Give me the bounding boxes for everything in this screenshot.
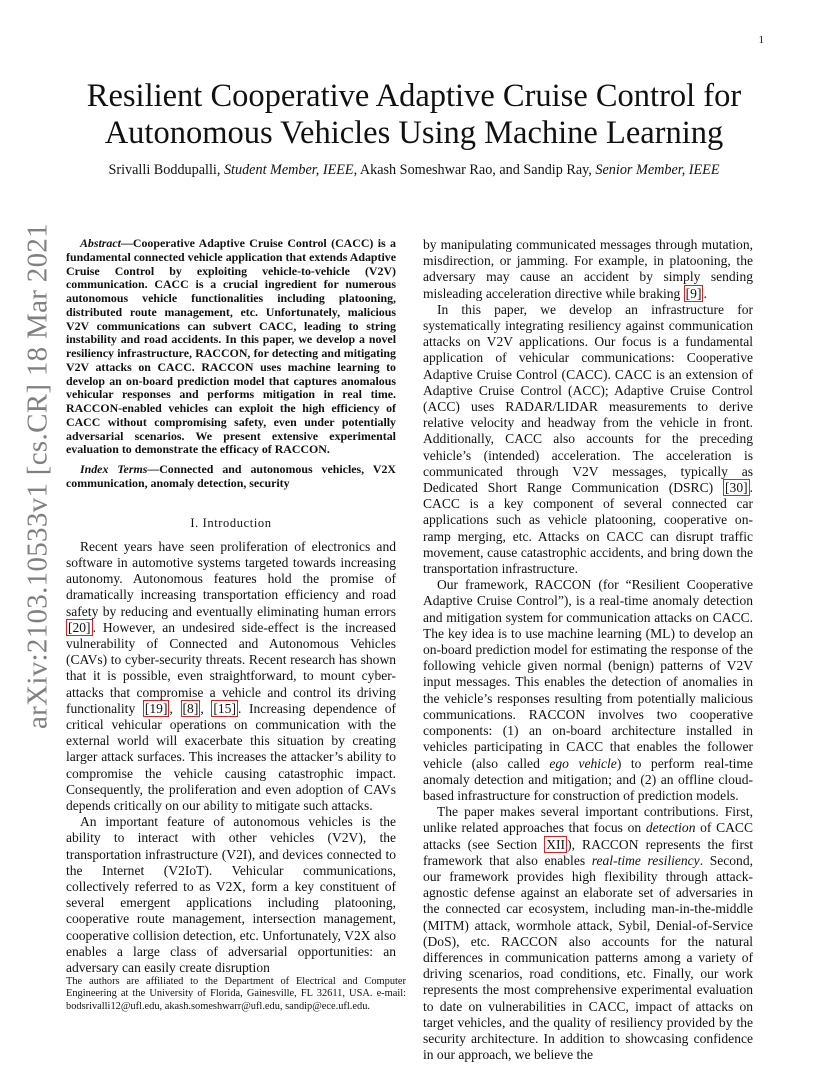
text-run: of CACC attacks (see Section xyxy=(423,820,753,852)
text-run: ), RACCON represents the first framework that also enables xyxy=(423,836,753,868)
citation-link[interactable]: [30] xyxy=(725,480,748,496)
citation-link[interactable]: [19] xyxy=(144,700,168,716)
page-number: 1 xyxy=(758,34,764,46)
text-run: . However, an undesired side-effect is the increased vulnerability of Connected and Autonomous Vehicles (CAVs) to cyber-security threats. Recent research has shown that it is possible, even straightforward, to mount cyber-attacks that compromise a vehicle and control its driving functionality xyxy=(66,619,396,716)
text-run: In this paper, we develop an infrastructure for systematically integrating resiliency against communication attacks on V2V applications. Our focus is a fundamental application of vehicular communications: Cooperative Adaptive Cruise Control (CACC). CACC is an extension of Adaptive Cruise Control (ACC); Adaptive Cruise Control (ACC) uses RADAR/LIDAR measurements to derive relative velocity and headway from the vehicle in front. Additionally, CACC also accounts for the preceding vehicle’s (intended) acceleration. The acceleration is communicated through V2V messages, typically as Dedicated Short Range Communication (DSRC) xyxy=(423,301,753,496)
arxiv-identifier-text: arXiv:2103.10533v1 [cs.CR] 18 Mar 2021 xyxy=(21,223,54,729)
text-run: Our framework, RACCON (for “Resilient Cooperative Adaptive Cruise Control”), is a real-time anomaly detection and mitigation system for communication attacks on CACC. The key idea is to use machine learning (ML) to develop an on-board prediction model for estimating the response of the following vehicle given normal (benign) patterns of V2V input messages. This enables the detection of anomalies in the vehicle’s responses resulting from potentially malicious communications. RACCON involves two cooperative components: (1) an on-board architecture installed in vehicles participating in CACC that enables the follower vehicle (also called xyxy=(423,577,753,771)
author-2-3: , Akash Someshwar Rao, and Sandip Ray, xyxy=(353,162,592,178)
left-column xyxy=(66,237,396,976)
section-reference-link[interactable]: XII xyxy=(546,836,566,852)
section-heading-introduction: I. Introduction xyxy=(190,515,272,530)
emphasis-text: real-time resiliency xyxy=(591,852,700,868)
intro-paragraph-4 xyxy=(423,577,753,804)
author-list xyxy=(40,162,788,179)
intro-paragraph-2-continued xyxy=(423,237,753,302)
text-run: The paper makes several important contributions. First, unlike related approaches that focus on xyxy=(423,804,753,836)
citation-link[interactable]: [15] xyxy=(213,700,236,716)
intro-paragraph-2: An important feature of autonomous vehicles is the ability to interact with other vehicles (V2V), the transportation infrastructure (V2I), and devices connected to the Internet (V2IoT). Vehicular communications, collectively referred to as V2X, form a key constituent of several emergent applications including platooning, cooperative route management, intersection management, cooperative collision detection, etc. Unfortunately, V2X also enables a large class of adversarial opportunities: an adversary can easily create disruption xyxy=(66,814,396,975)
text-run: . xyxy=(703,285,707,301)
affiliation-footnote: The authors are affiliated to the Department of Electrical and Computer Engineering at the University of Florida, Gainesville, FL 32611, USA. e-mail: bodsrivalli12@ufl.edu, akash.someshwarr@ufl.edu, sandip@ece.ufl.edu. xyxy=(66,976,406,1012)
citation-link[interactable]: [9] xyxy=(685,285,702,301)
author-1: Srivalli Boddupalli, xyxy=(108,162,221,178)
intro-paragraph-1 xyxy=(66,539,396,814)
text-run: , xyxy=(200,700,212,716)
text-run: . Second, our framework provides high flexibility through attack-agnostic defense against an elaborate set of adversaries in the connected car ecosystem, including man-in-the-middle (MITM) attack, wormhole attack, Sybil, Denial-of-Service (DoS), etc. RACCON also accounts for the natural differences in communication patterns among a variety of driving scenarios, road conditions, etc. Finally, our work represents the most comprehensive experimental evaluation to date on vulnerabilities in CACC, impact of attacks on target vehicles, and the quality of resiliency provided by the security architecture. In addition to showcasing confidence in our approach, we believe the xyxy=(423,852,753,1063)
index-terms-label: Index Terms xyxy=(80,462,148,476)
text-run: Recent years have seen proliferation of electronics and software in automotive systems targeted towards increasing autonomy. Autonomous features hold the promise of dramatically increasing transportation efficiency and road safety by reducing and eventually eliminating human errors xyxy=(66,538,396,619)
text-run: ) to perform real-time anomaly detection and mitigation; and (2) an offline cloud-based infrastructure for construction of prediction models. xyxy=(423,755,753,803)
citation-link[interactable]: [8] xyxy=(182,700,199,716)
index-terms-text: —Connected and autonomous vehicles, V2X communication, anomaly detection, security xyxy=(66,462,396,490)
title-line-2: Autonomous Vehicles Using Machine Learning xyxy=(104,115,724,151)
intro-paragraph-5 xyxy=(423,804,753,1063)
title-line-1: Resilient Cooperative Adaptive Cruise Control for xyxy=(86,78,742,114)
right-column xyxy=(423,237,753,1063)
abstract-label: Abstract xyxy=(80,236,121,250)
text-run: . Increasing dependence of critical vehicular operations on communication with the external world will exacerbate this situation by creating larger attack surfaces. This increases the attacker’s ability to compromise the vehicle causing catastrophic impact. Consequently, the proliferation and even adoption of CAVs depends critically on our ability to mitigate such attacks. xyxy=(66,700,396,813)
emphasis-text: ego vehicle xyxy=(549,755,617,771)
intro-paragraph-3 xyxy=(423,302,753,577)
citation-link[interactable]: [20] xyxy=(68,619,91,635)
author-3-role: Senior Member, IEEE xyxy=(595,162,720,178)
abstract-text: —Cooperative Adaptive Cruise Control (CACC) is a fundamental connected vehicle application that extends Adaptive Cruise Control by exploiting vehicle-to-vehicle (V2V) communication. CACC is a crucial ingredient for numerous autonomous vehicle functionalities including platooning, distributed route management, etc. Unfortunately, malicious V2V communications can subvert CACC, leading to string instability and road accidents. In this paper, we develop a novel resiliency infrastructure, RACCON, for detecting and mitigating V2V attacks on CACC. RACCON uses machine learning to develop an on-board prediction model that captures anomalous vehicular responses and performs mitigation in real time. RACCON-enabled vehicles can exploit the high efficiency of CACC without compromising safety, even under potentially adversarial scenarios. We present extensive experimental evaluation to demonstrate the efficacy of RACCON. xyxy=(66,236,396,457)
author-1-role: Student Member, IEEE xyxy=(223,162,354,178)
emphasis-text: detection xyxy=(645,820,696,836)
paper-title xyxy=(40,78,788,152)
index-terms xyxy=(66,463,396,491)
text-run: , xyxy=(169,700,181,716)
text-run: by manipulating communicated messages through mutation, misdirection, or jamming. For example, in platooning, the adversary may cause an accident by simply sending misleading acceleration directive while braking xyxy=(423,237,753,301)
text-run: . CACC is a key component of several connected car applications such as vehicle platooning, cooperative on-ramp merging, etc. Attacks on CACC can disrupt traffic movement, cause catastrophic accidents, and bring down the transportation infrastructure. xyxy=(423,480,753,577)
abstract xyxy=(66,237,396,457)
